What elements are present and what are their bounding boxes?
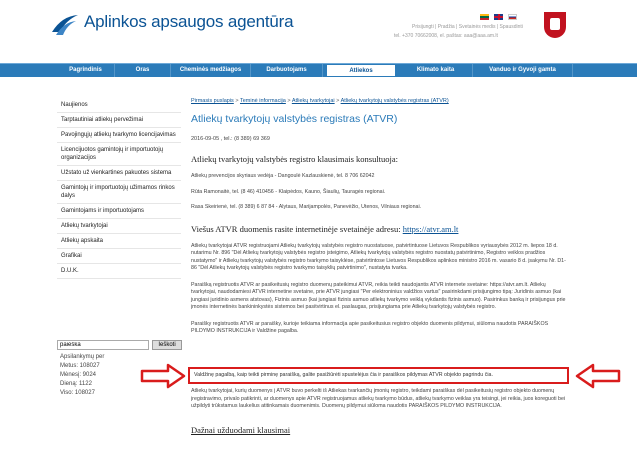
nav-chemines-medziagos[interactable]: Cheminės medžiagos bbox=[171, 64, 251, 77]
org-name[interactable]: Aplinkos apsaugos agentūra bbox=[84, 12, 294, 31]
sidebar-item-pervezimai[interactable]: Tarptautiniai atliekų pervežimai bbox=[57, 113, 181, 128]
breadcrumb bbox=[191, 98, 571, 104]
top-links[interactable]: Prisijungti | Pradžia | Svetainės medis | Spausdinti bbox=[412, 24, 523, 30]
faq-title[interactable]: Dažnai užduodami klausimai bbox=[191, 424, 291, 435]
consult-line-1: Atliekų prevencijos skyriaus vedėja - Dangoulė Kazlauskienė, tel. 8 706 62042 bbox=[191, 173, 375, 179]
consult-title: Atliekų tvarkytojų valstybės registro klausimais konsultuoja: bbox=[191, 154, 399, 164]
right-arrow-icon bbox=[140, 363, 186, 389]
breadcrumb-teminė[interactable]: Teminė informacija bbox=[239, 98, 286, 104]
highlight-text[interactable]: Valdžinę pagalbą, kaip teikti pirminę paraišką, galite pasižiūrėti spustelėjus čia ir paraiškos pildymas ATVR objekto pagrindu čia. bbox=[194, 372, 493, 378]
stats-title: Apsilankymų per bbox=[60, 354, 105, 360]
public-data-title-text: Viešus ATVR duomenis rasite internetinėje svetainėje adresu: bbox=[191, 223, 401, 234]
search-input[interactable] bbox=[57, 340, 149, 350]
nav-oras[interactable]: Oras bbox=[115, 64, 171, 77]
sidebar-item-organizacijos[interactable]: Licencijuotos gamintojų ir importuotojų organizacijos bbox=[57, 143, 181, 166]
breadcrumb-tvarkytojai[interactable]: Atliekų tvarkytojai bbox=[291, 98, 335, 104]
main-nav bbox=[0, 63, 637, 77]
breadcrumb-sep: > bbox=[235, 98, 239, 104]
atvr-link[interactable]: https://atvr.am.lt bbox=[402, 223, 459, 234]
stats-year: Metus: 108027 bbox=[60, 363, 100, 369]
public-data-title bbox=[191, 224, 571, 234]
paragraph-instructions: Paraišky registruotis ATVR ar paraišky, kurioje teikiama informacija apie pasikeitusius registro objekto duomenis pildymui, siūloma naudotis PARAIŠKOS PILDYMO INSTRUKCIJA ir Valdžine pagalba. bbox=[191, 320, 549, 334]
contacts: tel. +370 70662008, el. paštas: aaa@aaa.am.lt bbox=[394, 33, 498, 39]
sidebar-item-naujienos[interactable]: Naujienos bbox=[57, 98, 181, 113]
stats-day: Dieną: 1122 bbox=[60, 381, 92, 387]
sidebar-item-duk[interactable]: D.U.K. bbox=[57, 264, 181, 279]
paragraph-application: Paraišką registruotis ATVR ar pasikeitusių registro duomenų pateikimui ATVR, reikia teikti naudojantis ATVR internete svetaine: https://atvr.am.lt. Atliekų tvarkytojai, naudodamiesi ATVR internetine svetaine, prie ATVR jungiasi "Per elektroninius valdžios vartus" pasirinkdami prisijungimo tipą: Juridinis asmuo (kai jungiasi juridinio asmens atstovas), Fizinis asmuo (kai jungiasi fizinis asmuo atliekų tvarkymo veiklą vykdantis fizinis asmuo). Pasirinkus banką ir prisijungus prie įmonės internetinės bankininkystės sistemos bei pasitvirtinus el. paslaugas, prisijungiama prie Atliekų tvarkytojų valstybės registro. bbox=[191, 281, 566, 310]
left-arrow-icon bbox=[575, 363, 621, 389]
breadcrumb-sep: > bbox=[336, 98, 340, 104]
paragraph-registration: Atliekų tvarkytojai ATVR registruojami Atliekų tvarkytojų valstybės registro nuostatuose, patvirtintuose Lietuvos Respublikos vyriausybės 2012 m. liepos 18 d. nutarimu Nr. 896 "Dėl Atliekų tvarkytojų valstybės registro įsteigimo, Atliekų tvarkytojų valstybės registro nuostatų patvirtinimo, Registro veiklos pradžios nustatymo" ir Atliekų tvarkytojų valstybės registro tvarkymo taisyklėse, patvirtintose Lietuvos Respublikos aplinkos ministro 2016 m. vasario 8 d. įsakymu Nr. D1-86 "Dėl Atliekų tvarkytojų valstybės registro tvarkymo taisyklių patvirtinimo", nustatyta tvarka. bbox=[191, 242, 566, 271]
sidebar-item-rinkos-dalys[interactable]: Gamintojų ir importuotojų užimamos rinkos dalys bbox=[57, 181, 181, 204]
stats-month: Mėnesį: 9024 bbox=[60, 372, 97, 378]
nav-atliekos[interactable]: Atliekos bbox=[326, 64, 396, 77]
nav-vanduo[interactable]: Vanduo ir Gyvoji gamta bbox=[473, 64, 573, 77]
paragraph-transfer: Atliekų tvarkytojai, kurių duomenys į ATVR buvo perkelti iš Atliekas tvarkančių įmonių registro, teikdami paraiškas dėl pasikeitusių registro objekto duomenų įregistravimo, privalo patikrinti, ar duomenys apie ATVR registruojamus atliekų tvarkymo būdus, atliekų tvarkymo veiklas yra teisingi, jei reikia, juos koreguoti bei užpildyti trūkstamus laukelius atitinkamais duomenimis. Duomenų pildymui siūloma naudotis PARAIŠKOS PILDYMO INSTRUKCIJA. bbox=[191, 388, 566, 409]
ru-flag-icon[interactable] bbox=[508, 14, 517, 20]
lt-flag-icon[interactable] bbox=[480, 14, 489, 20]
breadcrumb-current[interactable]: Atliekų tvarkytojų valstybės registras (ATVR) bbox=[340, 98, 449, 104]
sidebar-item-uzstato[interactable]: Užstato už vienkartines pakuotes sistema bbox=[57, 166, 181, 181]
sidebar-item-licencijavimas[interactable]: Pavojingųjų atliekų tvarkymo licencijavimas bbox=[57, 128, 181, 143]
sidebar-item-apskaita[interactable]: Atliekų apskaita bbox=[57, 234, 181, 249]
agency-logo-icon[interactable] bbox=[50, 12, 80, 38]
breadcrumb-sep: > bbox=[287, 98, 291, 104]
search-button[interactable]: Ieškoti bbox=[152, 340, 182, 350]
nav-pagrindinis[interactable]: Pagrindinis bbox=[57, 64, 115, 77]
stats-total: Viso: 108027 bbox=[60, 390, 95, 396]
language-flags bbox=[480, 14, 517, 20]
nav-klimato-kaita[interactable]: Klimato kaita bbox=[399, 64, 473, 77]
breadcrumb-home[interactable]: Pirmasis puslapis bbox=[191, 98, 234, 104]
search-form bbox=[57, 340, 182, 350]
sidebar-item-tvarkytojai[interactable]: Atliekų tvarkytojai bbox=[57, 219, 181, 234]
sidebar-item-grafikai[interactable]: Grafikai bbox=[57, 249, 181, 264]
sidebar bbox=[57, 98, 181, 279]
coat-of-arms-icon bbox=[544, 12, 566, 38]
page-title: Atliekų tvarkytojų valstybės registras (ATVR) bbox=[191, 113, 398, 125]
nav-darbuotojams[interactable]: Darbuotojams bbox=[251, 64, 323, 77]
consult-line-2: Rūta Ramonaitė, tel. (8 46) 410456 - Klaipėdos, Kauno, Šiaulių, Tauragės regionai. bbox=[191, 188, 386, 195]
consult-line-3: Rasa Skeirienė, tel. (8 389) 6 87 84 - Alytaus, Marijampolės, Panevėžio, Utenos, Vilniaus regionai. bbox=[191, 204, 422, 210]
date-phone: 2016-09-05 , tel.: (8 389) 69 369 bbox=[191, 136, 270, 142]
en-flag-icon[interactable] bbox=[494, 14, 503, 20]
sidebar-item-gamintojams[interactable]: Gamintojams ir importuotojams bbox=[57, 204, 181, 219]
main-content bbox=[191, 98, 571, 336]
site-header bbox=[0, 0, 637, 60]
visit-stats bbox=[60, 353, 104, 398]
